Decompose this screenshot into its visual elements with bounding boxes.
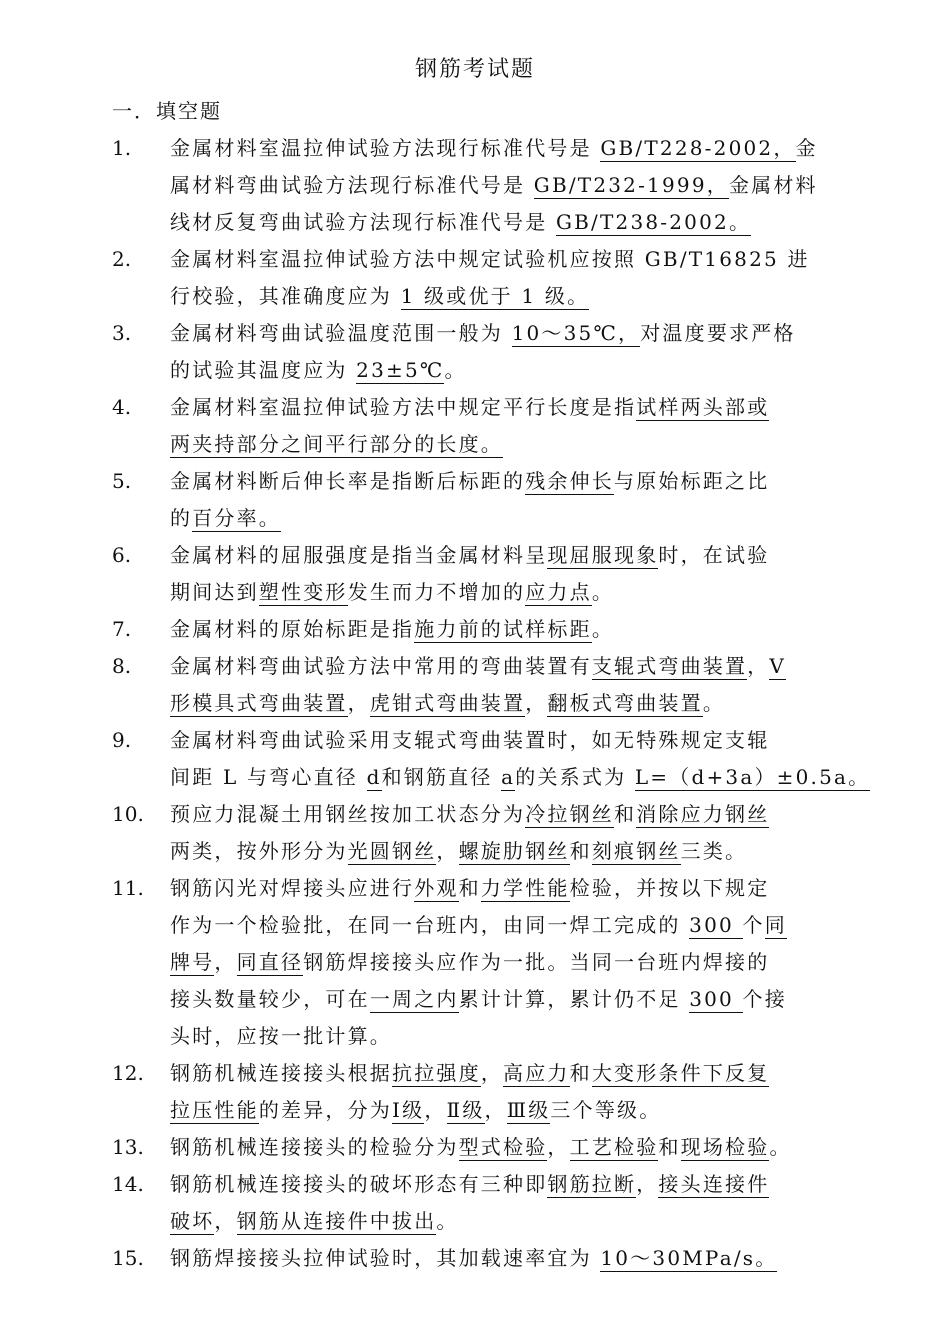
answer-blank: 破坏 (170, 1209, 215, 1233)
question-segment: ， (424, 1098, 447, 1122)
answer-blank: 高应力 (503, 1061, 570, 1085)
answer-blank: 23±5℃ (356, 358, 445, 382)
text-line (170, 1240, 852, 1277)
answer-blank: 两夹持部分之间平行部分的长度。 (170, 432, 503, 456)
question-segment: 预应力混凝土用钢丝按加工状态分为 (170, 802, 526, 826)
answer-blank: 300 (689, 913, 743, 937)
question-number: 11. (112, 876, 144, 900)
answer-blank: 刻痕钢丝 (591, 839, 681, 863)
text-line (170, 130, 852, 167)
question-segment: 金属材料弯曲试验方法中常用的弯曲装置有 (170, 654, 592, 678)
question-number: 15. (112, 1246, 144, 1270)
answer-blank: 形模具式弯曲装置 (170, 691, 348, 715)
question-segment: 钢筋机械连接接头的检验分为 (170, 1135, 459, 1159)
answer-blank: 力学性能 (480, 876, 570, 900)
question-segment: 钢筋机械连接接头的破坏形态有三种即 (170, 1172, 548, 1196)
question-number: 8. (112, 654, 132, 678)
question-number: 1. (112, 136, 132, 160)
question-segment: 累计计算，累计仍不足 (458, 987, 690, 1011)
question-segment: 的 (170, 506, 193, 530)
question-text (170, 315, 852, 389)
question-segment: 发生而力不增加的 (347, 580, 526, 604)
text-line (170, 1203, 852, 1240)
question-segment: 金属材料的原始标距是指 (170, 617, 415, 641)
text-line (170, 981, 852, 1018)
question-number: 3. (112, 321, 132, 345)
question-item (112, 315, 852, 389)
question-segment: 。 (769, 1135, 792, 1159)
answer-blank: 钢筋拉断 (547, 1172, 637, 1196)
question-segment: 线材反复弯曲试验方法现行标准代号是 (170, 210, 556, 234)
page-title: 钢筋考试题 (414, 57, 535, 82)
answer-blank: 光圆钢丝 (347, 839, 437, 863)
answer-blank: 冷拉钢丝 (525, 802, 615, 826)
answer-blank: 塑性变形 (258, 580, 348, 604)
question-text (170, 722, 871, 796)
question-segment: 金 (795, 136, 818, 160)
answer-blank: 现屈服现象 (547, 543, 659, 567)
question-segment: ， (636, 1172, 659, 1196)
answer-blank: GB/T228-2002， (600, 136, 796, 160)
question-segment: 和 (658, 1135, 681, 1159)
question-text (170, 796, 852, 870)
question-text (170, 870, 852, 1055)
answer-blank: 牌号 (170, 950, 215, 974)
question-segment: ， (214, 1209, 237, 1233)
question-text (170, 130, 852, 241)
question-segment: 和钢筋直径 (381, 765, 502, 789)
question-number: 4. (112, 395, 132, 419)
answer-blank: d (366, 765, 382, 789)
answer-blank: 型式检验 (458, 1135, 548, 1159)
answer-blank: L=（d+3a）±0.5a。 (634, 765, 871, 789)
question-segment: 的差异，分为 (258, 1098, 393, 1122)
question-text (170, 389, 852, 463)
section-heading: 一．填空题 (112, 99, 222, 123)
text-line (170, 574, 852, 611)
answer-blank: 残余伸长 (525, 469, 615, 493)
question-segment: ， (214, 950, 237, 974)
answer-blank: 施力前的试样标距 (414, 617, 592, 641)
question-segment: 和 (569, 1061, 592, 1085)
question-segment: 钢筋焊接接头应作为一批。当同一台班内焊接的 (303, 950, 770, 974)
question-segment: 与原始标距之比 (614, 469, 770, 493)
question-item (112, 870, 852, 1055)
answer-blank: 螺旋肋钢丝 (458, 839, 570, 863)
answer-blank: 同 (764, 913, 787, 937)
question-item (112, 722, 871, 796)
question-number: 9. (112, 728, 132, 752)
answer-blank: 接头连接件 (658, 1172, 770, 1196)
answer-blank: V (769, 654, 787, 678)
text-line (170, 1018, 852, 1055)
text-line (170, 463, 852, 500)
answer-blank: 支辊式弯曲装置 (591, 654, 748, 678)
text-line (170, 241, 852, 278)
question-segment: 金属材料弯曲试验采用支辊式弯曲装置时，如无特殊规定支辊 (170, 728, 770, 752)
question-text (170, 648, 852, 722)
question-segment: 金属材料弯曲试验温度范围一般为 (170, 321, 512, 345)
question-segment: 接头数量较少，可在 (170, 987, 370, 1011)
text-line (170, 685, 852, 722)
answer-blank: 10～30MPa/s。 (600, 1246, 778, 1270)
question-text (170, 537, 852, 611)
text-line (170, 722, 852, 759)
question-text (170, 1166, 852, 1240)
question-segment: 金属材料室温拉伸试验方法现行标准代号是 (170, 136, 601, 160)
question-segment: 金属材料断后伸长率是指断后标距的 (170, 469, 526, 493)
question-item (112, 1129, 852, 1166)
question-item (112, 130, 852, 241)
answer-blank: GB/T238-2002。 (555, 210, 752, 234)
text-line (170, 500, 852, 537)
question-segment: ， (747, 654, 770, 678)
text-line (170, 352, 852, 389)
question-segment: 和 (569, 839, 592, 863)
text-line (170, 1055, 852, 1092)
question-segment: ， (484, 1098, 507, 1122)
question-item (112, 1166, 852, 1240)
text-line (170, 278, 852, 315)
question-segment: 两类，按外形分为 (170, 839, 348, 863)
question-item (112, 796, 852, 870)
question-item (112, 241, 852, 315)
question-segment: 三类。 (680, 839, 748, 863)
text-line (170, 426, 852, 463)
text-line (170, 167, 852, 204)
question-text (170, 611, 852, 648)
question-segment: 。 (591, 617, 615, 641)
question-number: 5. (112, 469, 132, 493)
question-segment: ， (347, 691, 370, 715)
answer-blank: 10～35℃， (511, 321, 641, 345)
question-segment: ， (547, 1135, 570, 1159)
question-number: 14. (112, 1172, 144, 1196)
question-segment: ， (436, 839, 459, 863)
question-segment: 期间达到 (170, 580, 259, 604)
question-segment: 金属材料的屈服强度是指当金属材料呈 (170, 543, 548, 567)
answer-blank: a (501, 765, 516, 789)
question-segment: 属材料弯曲试验方法现行标准代号是 (170, 173, 534, 197)
question-segment: 金属材料 (728, 173, 818, 197)
answer-blank: 百分率。 (192, 506, 282, 530)
answer-blank: 工艺检验 (569, 1135, 659, 1159)
question-segment: ， (480, 1061, 504, 1085)
text-line (170, 907, 852, 944)
answer-blank: 300 (689, 987, 743, 1011)
question-segment: 。 (591, 580, 615, 604)
question-item (112, 463, 852, 537)
answer-blank: 1 级或优于 1 级。 (400, 284, 590, 308)
question-number: 2. (112, 247, 132, 271)
question-segment: 钢筋闪光对焊接头应进行 (170, 876, 415, 900)
text-line (170, 833, 852, 870)
question-text (170, 1055, 852, 1129)
answer-blank: Ⅰ级 (392, 1098, 425, 1122)
answer-blank: GB/T232-1999， (533, 173, 729, 197)
question-item (112, 389, 852, 463)
answer-blank: 外观 (414, 876, 459, 900)
question-segment: 行校验，其准确度应为 (170, 284, 401, 308)
question-segment: 钢筋机械连接接头根据 (170, 1061, 392, 1085)
question-number: 6. (112, 543, 132, 567)
question-segment: 检验，并按以下规定 (569, 876, 770, 900)
question-text (170, 1129, 852, 1166)
question-segment: 对温度要求严格 (640, 321, 796, 345)
question-segment: 间距 L 与弯心直径 (170, 765, 367, 789)
answer-blank: Ⅱ级 (446, 1098, 485, 1122)
question-item (112, 1055, 852, 1129)
text-line (170, 537, 852, 574)
text-line (170, 1092, 852, 1129)
question-segment: 作为一个检验批，在同一台班内，由同一焊工完成的 (170, 913, 690, 937)
question-text (170, 241, 852, 315)
question-segment: 三个等级。 (550, 1098, 662, 1122)
answer-blank: 应力点 (525, 580, 592, 604)
answer-blank: 虎钳式弯曲装置 (369, 691, 526, 715)
question-number: 10. (112, 802, 144, 826)
text-line (170, 611, 852, 648)
answer-blank: 钢筋从连接件中拔出 (236, 1209, 437, 1233)
question-segment: 个接 (742, 987, 787, 1011)
question-segment: 。 (444, 358, 467, 382)
text-line (170, 944, 852, 981)
question-segment: 钢筋焊接接头拉伸试验时，其加载速率宜为 (170, 1246, 601, 1270)
text-line (170, 648, 852, 685)
question-segment: ， (525, 691, 548, 715)
answer-blank: Ⅲ级 (506, 1098, 551, 1122)
question-item (112, 648, 852, 722)
answer-blank: 同直径 (236, 950, 304, 974)
answer-blank: 大变形条件下反复 (591, 1061, 770, 1085)
question-number: 12. (112, 1061, 144, 1085)
text-line (170, 870, 852, 907)
answer-blank: 抗拉强度 (392, 1061, 481, 1085)
question-segment: 和 (614, 802, 637, 826)
text-line (170, 1166, 852, 1203)
question-item (112, 1240, 852, 1277)
question-item (112, 537, 852, 611)
question-item (112, 611, 852, 648)
text-line (170, 315, 852, 352)
question-text (170, 1240, 852, 1277)
question-segment: 。 (436, 1209, 459, 1233)
answer-blank: 现场检验 (680, 1135, 770, 1159)
answer-blank: 消除应力钢丝 (636, 802, 770, 826)
question-segment: 个 (742, 913, 765, 937)
question-number: 13. (112, 1135, 144, 1159)
text-line (170, 204, 852, 241)
question-segment: 金属材料室温拉伸试验方法中规定平行长度是指 (170, 395, 637, 419)
question-segment: 的试验其温度应为 (170, 358, 357, 382)
question-segment: 金属材料室温拉伸试验方法中规定试验机应按照 GB/T16825 进 (170, 247, 810, 271)
question-list (112, 130, 871, 1277)
text-line (170, 796, 852, 833)
text-line (170, 389, 852, 426)
answer-blank: 一周之内 (369, 987, 459, 1011)
question-number: 7. (112, 617, 132, 641)
question-segment: 和 (458, 876, 481, 900)
question-segment: 时，在试验 (658, 543, 770, 567)
question-segment: 。 (702, 691, 726, 715)
question-segment: 头时，应按一批计算。 (170, 1024, 392, 1048)
answer-blank: 拉压性能 (170, 1098, 259, 1122)
text-line (170, 1129, 852, 1166)
text-line (170, 759, 871, 796)
answer-blank: 翻板式弯曲装置 (547, 691, 703, 715)
question-segment: 的关系式为 (515, 765, 635, 789)
question-text (170, 463, 852, 537)
answer-blank: 试样两头部或 (636, 395, 770, 419)
